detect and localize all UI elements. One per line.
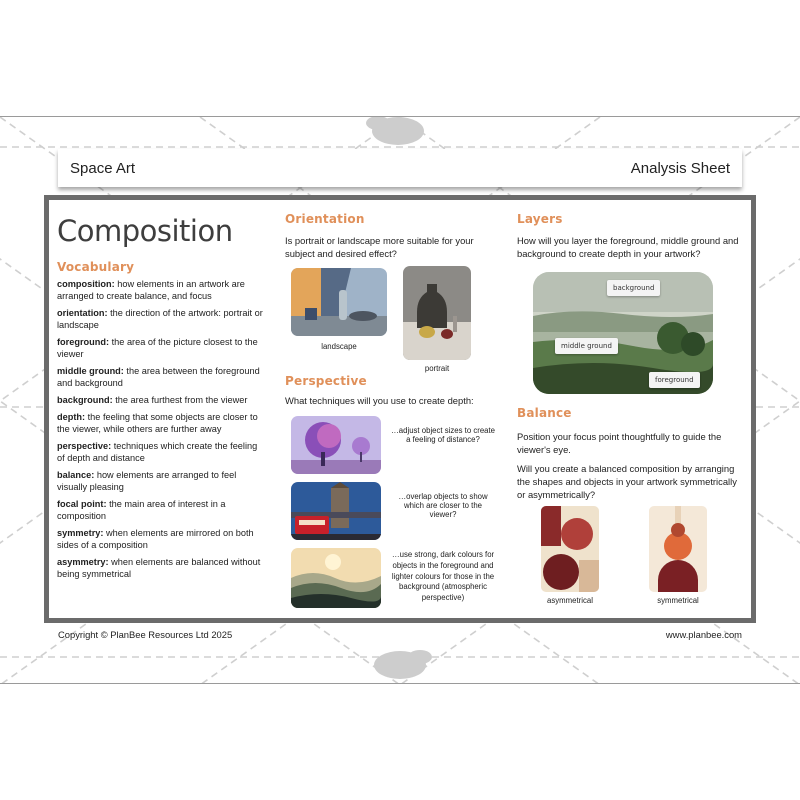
- vocabulary-list: [57, 278, 267, 580]
- vocabulary-term: background:: [57, 395, 113, 405]
- vocabulary-definition: the direction of the artwork: portrait or landscape: [57, 308, 263, 331]
- layers-heading: Layers: [517, 212, 563, 226]
- vocabulary-item: [57, 411, 267, 436]
- vocabulary-definition: when elements are balanced without being symmetrical: [57, 556, 261, 579]
- symmetrical-caption: symmetrical: [657, 596, 699, 605]
- balance-focus-text: Position your focus point thoughtfully to guide the viewer's eye.: [517, 431, 722, 455]
- website-link[interactable]: www.planbee.com: [665, 629, 742, 640]
- page-title: Composition: [57, 214, 233, 248]
- balance-heading: Balance: [517, 406, 572, 420]
- vocabulary-item: [57, 527, 267, 552]
- vocabulary-term: composition:: [57, 279, 115, 289]
- vocabulary-item: [57, 469, 267, 494]
- orientation-heading: Orientation: [285, 212, 365, 226]
- vocabulary-term: asymmetry:: [57, 556, 109, 567]
- landscape-caption: landscape: [321, 342, 357, 351]
- vocabulary-definition: how elements in an artwork are arranged to create balance, and focus: [57, 279, 245, 302]
- perspective-heading: Perspective: [285, 374, 367, 388]
- header-bar: [58, 149, 742, 187]
- vocabulary-term: focal point:: [57, 498, 107, 509]
- vocabulary-definition: the area between the foreground and background: [57, 366, 260, 389]
- vocabulary-term: middle ground:: [57, 366, 124, 376]
- bridge-perspective-image: [291, 482, 381, 540]
- vocabulary-item: [57, 365, 267, 390]
- vocabulary-heading: Vocabulary: [57, 260, 135, 274]
- perspective-question: What techniques will you use to create depth:: [285, 395, 474, 406]
- copyright-text: Copyright © PlanBee Resources Ltd 2025: [58, 629, 233, 640]
- orientation-question: Is portrait or landscape more suitable for your subject and desired effect?: [285, 235, 474, 259]
- technique-overlap-text: …overlap objects to show which are closer to the viewer?: [398, 492, 488, 519]
- vocabulary-item: [57, 556, 267, 581]
- orientation-perspective-column: [285, 200, 495, 618]
- vocabulary-term: depth:: [57, 411, 86, 422]
- layers-question: How will you layer the foreground, middle ground and background to create depth in your artwork?: [517, 235, 739, 259]
- vocabulary-column: [57, 200, 267, 585]
- background-label: background: [607, 280, 660, 296]
- vocabulary-item: [57, 498, 267, 523]
- layers-balance-column: [517, 200, 745, 618]
- foreground-label: foreground: [649, 372, 700, 388]
- technique-size-text: …adjust object sizes to create a feeling of distance?: [391, 426, 496, 444]
- vocabulary-definition: when elements are mirrored on both sides of a composition: [57, 527, 254, 550]
- trees-perspective-image: [291, 416, 381, 474]
- vocabulary-item: [57, 278, 267, 303]
- vocabulary-definition: the area furthest from the viewer: [112, 395, 248, 405]
- vocabulary-term: foreground:: [57, 337, 110, 347]
- vocabulary-item: [57, 394, 267, 406]
- symmetrical-art-image: [649, 506, 707, 592]
- asymmetrical-art-image: [541, 506, 599, 592]
- misty-hills-perspective-image: [291, 548, 381, 608]
- worksheet-page: [0, 116, 800, 684]
- content-panel: [44, 195, 756, 623]
- asymmetrical-caption: asymmetrical: [547, 596, 593, 605]
- balance-question: Will you create a balanced composition by arranging the shapes and objects in your artwork symmetrically or asymmetrically?: [517, 463, 737, 500]
- vocabulary-definition: how elements are arranged to feel visually pleasing: [57, 469, 237, 492]
- header-title: Space Art: [70, 159, 136, 177]
- landscape-still-life-image: [291, 268, 387, 336]
- vocabulary-term: perspective:: [57, 440, 112, 451]
- header-subtitle: Analysis Sheet: [630, 159, 730, 177]
- vocabulary-term: balance:: [57, 469, 95, 480]
- vocabulary-item: [57, 440, 267, 465]
- middle-ground-label: middle ground: [555, 338, 618, 354]
- vocabulary-term: symmetry:: [57, 527, 104, 538]
- vocabulary-definition: the area of the picture closest to the viewer: [57, 337, 258, 360]
- vocabulary-term: orientation:: [57, 308, 108, 318]
- vocabulary-definition: the main area of interest in a composition: [57, 498, 226, 521]
- vocabulary-definition: the feeling that some objects are closer to the viewer, while others are further away: [57, 411, 258, 434]
- portrait-caption: portrait: [424, 364, 450, 373]
- vocabulary-item: [57, 307, 267, 332]
- technique-atmospheric-text: …use strong, dark colours for objects in the foreground and lighter colours for those in the background (atmospheric perspective): [391, 550, 495, 603]
- vocabulary-definition: techniques which create the feeling of depth and distance: [57, 440, 258, 463]
- portrait-still-life-image: [403, 266, 471, 360]
- vocabulary-item: [57, 336, 267, 361]
